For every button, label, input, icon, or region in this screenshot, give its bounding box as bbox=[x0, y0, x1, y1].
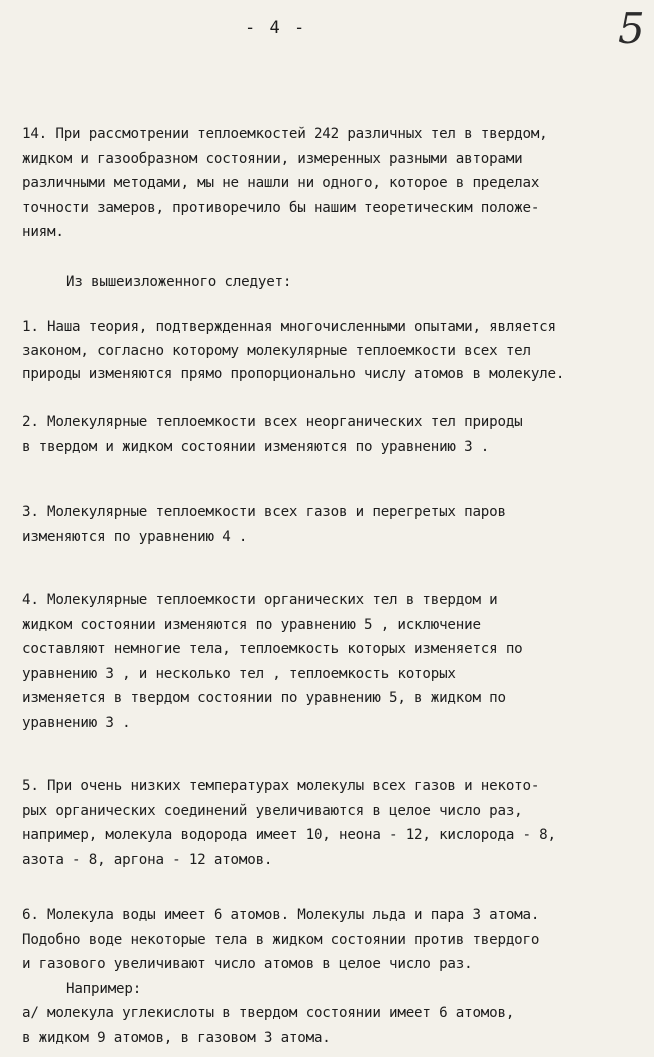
text-line: рых органических соединений увеличиваются в целое число раз, bbox=[22, 802, 523, 819]
paragraph-14 bbox=[22, 122, 642, 245]
page-number: - 4 - bbox=[245, 18, 307, 38]
text-line: в твердом и жидком состоянии изменяются по уравнению 3 . bbox=[22, 438, 490, 455]
text-line: Из вышеизложенного следует: bbox=[66, 274, 292, 290]
conclusion-intro bbox=[22, 270, 642, 295]
text-line: 6. Молекула воды имеет 6 атомов. Молекулы льда и пара 3 атома. bbox=[22, 907, 540, 923]
text-line: различными методами, мы не нашли ни одного, которое в пределах bbox=[22, 175, 540, 192]
text-line: ниям. bbox=[22, 224, 64, 241]
text-line: составляют немногие тела, теплоемкость которых изменяется по bbox=[22, 641, 523, 658]
conclusion-2 bbox=[22, 410, 642, 459]
text-line: например, молекула водорода имеет 10, неона - 12, кислорода - 8, bbox=[22, 827, 556, 844]
text-line: 1. Наша теория, подтвержденная многочисленными опытами, является bbox=[22, 319, 556, 335]
text-line: жидком состоянии изменяются по уравнению 5 , исключение bbox=[22, 616, 481, 633]
text-line: уравнению 3 . bbox=[22, 714, 131, 731]
text-line: 3. Молекулярные теплоемкости всех газов и перегретых паров bbox=[22, 504, 506, 520]
text-line: законом, согласно которому молекулярные теплоемкости всех тел bbox=[22, 342, 531, 359]
text-line: и газового увеличивают число атомов в целое число раз. bbox=[22, 956, 473, 973]
text-line: 5. При очень низких температурах молекулы всех газов и некото- bbox=[22, 778, 540, 794]
text-line: в жидком 9 атомов, в газовом 3 атома. bbox=[22, 1029, 331, 1046]
text-line: уравнению 3 , и несколько тел , теплоемкость которых bbox=[22, 665, 456, 682]
text-line: изменяются по уравнению 4 . bbox=[22, 528, 248, 545]
conclusion-4 bbox=[22, 588, 642, 736]
text-line: 4. Молекулярные теплоемкости органических тел в твердом и bbox=[22, 592, 498, 608]
text-line: Например: bbox=[66, 980, 142, 997]
text-line: точности замеров, противоречило бы нашим теоретическим положе- bbox=[22, 199, 540, 216]
conclusion-3 bbox=[22, 500, 642, 549]
text-line: природы изменяются прямо пропорционально числу атомов в молекуле. bbox=[22, 366, 565, 382]
text-line: жидком и газообразном состоянии, измеренных разными авторами bbox=[22, 150, 523, 167]
conclusion-6 bbox=[22, 903, 642, 1051]
text-line: Подобно воде некоторые тела в жидком состоянии против твердого bbox=[22, 931, 540, 948]
conclusion-5 bbox=[22, 774, 642, 872]
text-line: 2. Молекулярные теплоемкости всех неорганических тел природы bbox=[22, 414, 523, 430]
text-line: 14. При рассмотрении теплоемкостей 242 различных тел в твердом, bbox=[22, 126, 548, 142]
conclusion-1 bbox=[22, 316, 642, 387]
text-line: а/ молекула углекислоты в твердом состоянии имеет 6 атомов, bbox=[22, 1005, 515, 1022]
text-line: азота - 8, аргона - 12 атомов. bbox=[22, 851, 273, 868]
handwritten-sheet-number: 5 bbox=[618, 4, 645, 53]
text-line: изменяется в твердом состоянии по уравнению 5, в жидком по bbox=[22, 690, 506, 707]
